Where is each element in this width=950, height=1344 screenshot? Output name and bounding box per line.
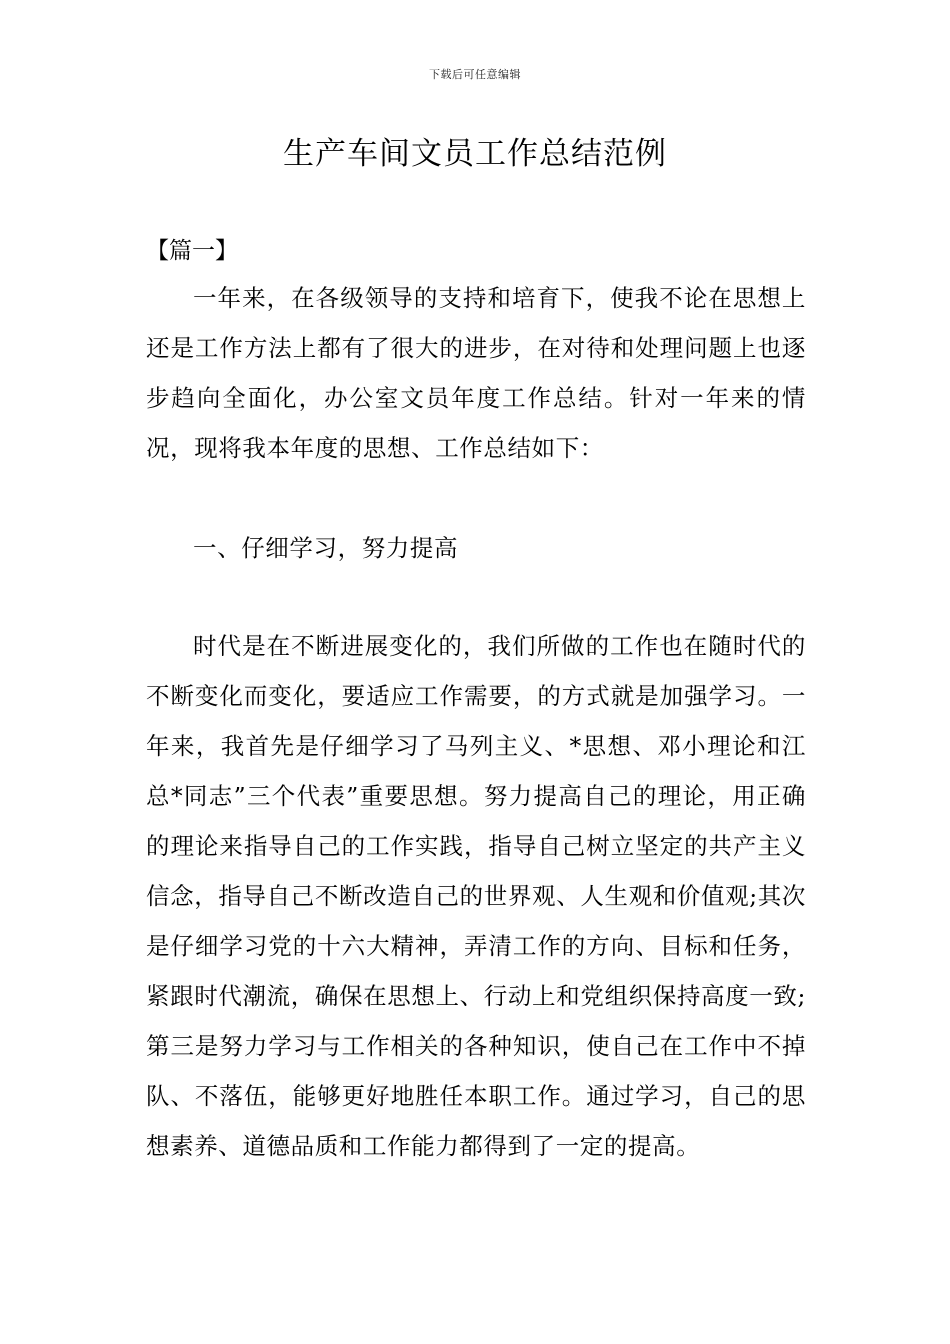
header-note: 下载后可任意编辑 [429,68,521,81]
section-heading-1: 一、仔细学习，努力提高 [193,534,459,562]
intro-paragraph: 一年来，在各级领导的支持和培育下，使我不论在思想上还是工作方法上都有了很大的进步，在对待和处理问题上也逐步趋向全面化，办公室文员年度工作总结。针对一年来的情况，现将我本年度的思想、工作总结如下： [146,284,806,462]
document-title: 生产车间文员工作总结范例 [283,136,667,172]
section-label: 【篇一】 [146,238,238,264]
body-paragraph-1: 时代是在不断进展变化的，我们所做的工作也在随时代的不断变化而变化，要适应工作需要，的方式就是加强学习。一年来，我首先是仔细学习了马列主义、*思想、邓小理论和江总*同志”三个代表”重要思想。努力提高自己的理论，用正确的理论来指导自己的工作实践，指导自己树立坚定的共产主义信念，指导自己不断改造自己的世界观、人生观和价值观;其次是仔细学习党的十六大精神，弄清工作的方向、目标和任务，紧跟时代潮流，确保在思想上、行动上和党组织保持高度一致;第三是努力学习与工作相关的各种知识，使自己在工作中不掉队、不落伍，能够更好地胜任本职工作。通过学习，自己的思想素养、道德品质和工作能力都得到了一定的提高。 [146,632,806,1160]
